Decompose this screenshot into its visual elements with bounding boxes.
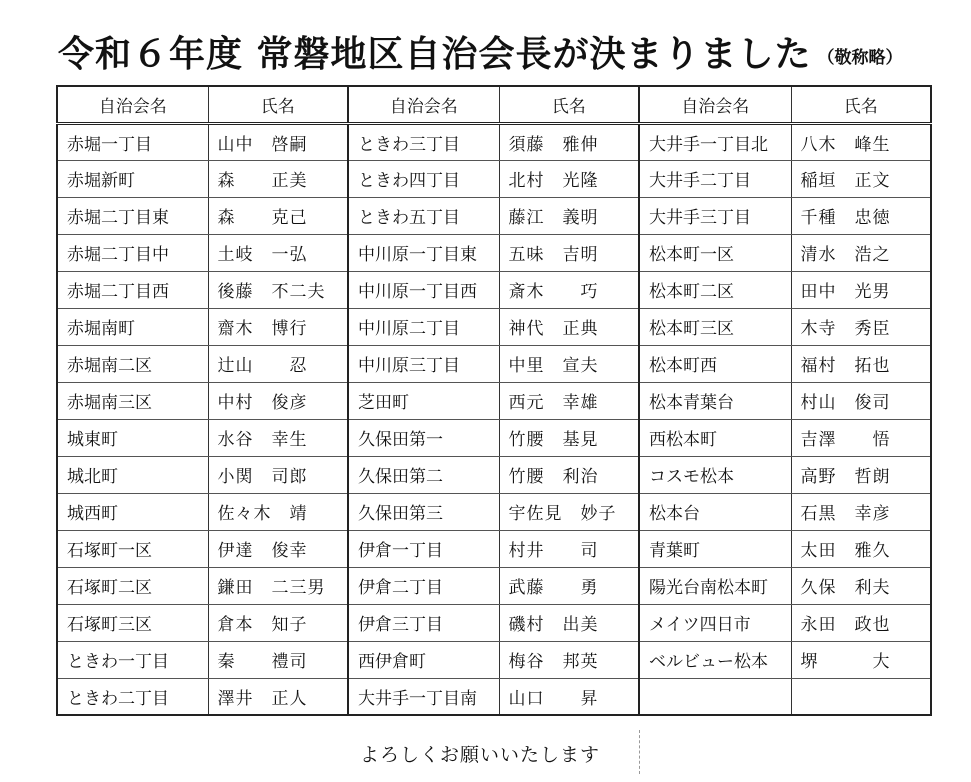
table-row: [57, 493, 348, 530]
president-name-cell: 秦 禮司: [208, 641, 348, 678]
roster-table-1: [56, 85, 349, 716]
president-name-cell: 水谷 幸生: [208, 419, 348, 456]
president-name-cell: 久保 利夫: [791, 567, 931, 604]
assoc-name-cell: コスモ松本: [639, 456, 791, 493]
table-row: [639, 456, 931, 493]
table-row: [639, 493, 931, 530]
table-row: [348, 271, 639, 308]
president-name-cell: 武藤 勇: [499, 567, 639, 604]
table-row: [348, 234, 639, 271]
table-row: [57, 604, 348, 641]
president-name-cell: 藤江 義明: [499, 197, 639, 234]
president-name-cell: 福村 拓也: [791, 345, 931, 382]
assoc-name-cell: 中川原二丁目: [348, 308, 499, 345]
president-name-cell: 齋木 博行: [208, 308, 348, 345]
table-row: [639, 345, 931, 382]
table-row: [57, 160, 348, 197]
assoc-name-cell: ときわ二丁目: [57, 678, 208, 715]
assoc-name-cell: 松本台: [639, 493, 791, 530]
assoc-name-cell: ベルビュー松本: [639, 641, 791, 678]
table-header-row: [348, 86, 639, 123]
president-name-cell: 辻山 忍: [208, 345, 348, 382]
table-row: [57, 197, 348, 234]
table-row: [348, 419, 639, 456]
table-row: [57, 641, 348, 678]
president-name-cell: 村山 俊司: [791, 382, 931, 419]
header-name: 氏名: [791, 86, 931, 123]
president-name-cell: 高野 哲朗: [791, 456, 931, 493]
table-row: [348, 160, 639, 197]
table-row: [348, 345, 639, 382]
assoc-name-cell: 西伊倉町: [348, 641, 499, 678]
assoc-name-cell: 中川原一丁目西: [348, 271, 499, 308]
assoc-name-cell: 城西町: [57, 493, 208, 530]
assoc-name-cell: 大井手一丁目南: [348, 678, 499, 715]
president-name-cell: 八木 峰生: [791, 123, 931, 160]
president-name-cell: 須藤 雅伸: [499, 123, 639, 160]
table-row: [57, 567, 348, 604]
table-row: [57, 382, 348, 419]
assoc-name-cell: 城東町: [57, 419, 208, 456]
president-name-cell: 西元 幸雄: [499, 382, 639, 419]
president-name-cell: 永田 政也: [791, 604, 931, 641]
president-name-cell: 中里 宣夫: [499, 345, 639, 382]
assoc-name-cell: 赤堀二丁目中: [57, 234, 208, 271]
assoc-name-cell: 青葉町: [639, 530, 791, 567]
president-name-cell: 鎌田 二三男: [208, 567, 348, 604]
assoc-name-cell: 松本青葉台: [639, 382, 791, 419]
table-row: [639, 382, 931, 419]
president-name-cell: 清水 浩之: [791, 234, 931, 271]
assoc-name-cell: 石塚町二区: [57, 567, 208, 604]
title-note: （敬称略）: [817, 48, 903, 68]
assoc-name-cell: 久保田第一: [348, 419, 499, 456]
president-name-cell: 竹腰 基見: [499, 419, 639, 456]
table-row: [639, 308, 931, 345]
assoc-name-cell: 西松本町: [639, 419, 791, 456]
assoc-name-cell: 久保田第二: [348, 456, 499, 493]
table-header-row: [639, 86, 931, 123]
assoc-name-cell: 石塚町三区: [57, 604, 208, 641]
roster-table-2: [347, 85, 640, 716]
table-row: [348, 197, 639, 234]
assoc-name-cell: メイツ四日市: [639, 604, 791, 641]
page-title-row: [58, 26, 903, 76]
president-name-cell: [791, 678, 931, 715]
table-header-row: [57, 86, 348, 123]
table-row: [348, 567, 639, 604]
table-row: [57, 678, 348, 715]
table-row: [348, 530, 639, 567]
president-name-cell: 佐々木 靖: [208, 493, 348, 530]
president-name-cell: 千種 忠徳: [791, 197, 931, 234]
assoc-name-cell: 伊倉一丁目: [348, 530, 499, 567]
table-row: [348, 604, 639, 641]
assoc-name-cell: 赤堀南二区: [57, 345, 208, 382]
assoc-name-cell: 中川原三丁目: [348, 345, 499, 382]
table-row: [639, 567, 931, 604]
header-assoc: 自治会名: [57, 86, 208, 123]
table-row: [348, 123, 639, 160]
header-assoc: 自治会名: [348, 86, 499, 123]
assoc-name-cell: 松本町二区: [639, 271, 791, 308]
table-row: [348, 493, 639, 530]
assoc-name-cell: 松本町一区: [639, 234, 791, 271]
table-row: [57, 345, 348, 382]
assoc-name-cell: ときわ五丁目: [348, 197, 499, 234]
table-row: [57, 456, 348, 493]
assoc-name-cell: 赤堀南町: [57, 308, 208, 345]
president-name-cell: 伊達 俊幸: [208, 530, 348, 567]
table-row: [639, 530, 931, 567]
assoc-name-cell: 中川原一丁目東: [348, 234, 499, 271]
assoc-name-cell: ときわ一丁目: [57, 641, 208, 678]
assoc-name-cell: 赤堀二丁目西: [57, 271, 208, 308]
table-group-2: [347, 85, 640, 716]
president-name-cell: 森 克己: [208, 197, 348, 234]
header-assoc: 自治会名: [639, 86, 791, 123]
president-name-cell: 倉本 知子: [208, 604, 348, 641]
president-name-cell: 磯村 出美: [499, 604, 639, 641]
table-row: [639, 197, 931, 234]
assoc-name-cell: 大井手三丁目: [639, 197, 791, 234]
president-name-cell: 土岐 一弘: [208, 234, 348, 271]
assoc-name-cell: 伊倉三丁目: [348, 604, 499, 641]
president-name-cell: 太田 雅久: [791, 530, 931, 567]
table-row: [57, 308, 348, 345]
president-name-cell: 山口 昇: [499, 678, 639, 715]
president-name-cell: 北村 光隆: [499, 160, 639, 197]
president-name-cell: 中村 俊彦: [208, 382, 348, 419]
president-name-cell: 小関 司郎: [208, 456, 348, 493]
assoc-name-cell: 石塚町一区: [57, 530, 208, 567]
table-row: [348, 678, 639, 715]
assoc-name-cell: 大井手二丁目: [639, 160, 791, 197]
assoc-name-cell: 城北町: [57, 456, 208, 493]
president-name-cell: 石黒 幸彦: [791, 493, 931, 530]
assoc-name-cell: 松本町三区: [639, 308, 791, 345]
table-row: [348, 382, 639, 419]
table-group-3: [638, 85, 932, 716]
table-row: [639, 678, 931, 715]
table-row: [57, 234, 348, 271]
table-group-1: [56, 85, 349, 716]
table-row: [57, 123, 348, 160]
table-row: [57, 530, 348, 567]
assoc-name-cell: 赤堀南三区: [57, 382, 208, 419]
assoc-name-cell: [639, 678, 791, 715]
table-row: [639, 234, 931, 271]
assoc-name-cell: 赤堀一丁目: [57, 123, 208, 160]
table-row: [57, 419, 348, 456]
president-name-cell: 斎木 巧: [499, 271, 639, 308]
president-name-cell: 五味 吉明: [499, 234, 639, 271]
table-row: [639, 271, 931, 308]
president-name-cell: 稲垣 正文: [791, 160, 931, 197]
president-name-cell: 澤井 正人: [208, 678, 348, 715]
president-name-cell: 森 正美: [208, 160, 348, 197]
table-row: [57, 271, 348, 308]
president-name-cell: 後藤 不二夫: [208, 271, 348, 308]
president-name-cell: 梅谷 邦英: [499, 641, 639, 678]
president-name-cell: 村井 司: [499, 530, 639, 567]
table-row: [639, 123, 931, 160]
assoc-name-cell: 赤堀二丁目東: [57, 197, 208, 234]
roster-table-3: [638, 85, 932, 716]
assoc-name-cell: ときわ三丁目: [348, 123, 499, 160]
table-row: [348, 456, 639, 493]
assoc-name-cell: 松本町西: [639, 345, 791, 382]
assoc-name-cell: 久保田第三: [348, 493, 499, 530]
assoc-name-cell: ときわ四丁目: [348, 160, 499, 197]
president-name-cell: 堺 大: [791, 641, 931, 678]
table-row: [639, 604, 931, 641]
assoc-name-cell: 陽光台南松本町: [639, 567, 791, 604]
page-title: 令和６年度 常磐地区自治会長が決まりました: [58, 34, 812, 75]
president-name-cell: 山中 啓嗣: [208, 123, 348, 160]
assoc-name-cell: 赤堀新町: [57, 160, 208, 197]
president-name-cell: 竹腰 利治: [499, 456, 639, 493]
footer-message: よろしくお願いいたします: [360, 744, 601, 766]
assoc-name-cell: 芝田町: [348, 382, 499, 419]
divider-line: [639, 730, 641, 774]
table-row: [639, 419, 931, 456]
president-name-cell: 木寺 秀臣: [791, 308, 931, 345]
table-row: [348, 308, 639, 345]
assoc-name-cell: 大井手一丁目北: [639, 123, 791, 160]
table-row: [639, 160, 931, 197]
president-name-cell: 吉澤 悟: [791, 419, 931, 456]
president-name-cell: 田中 光男: [791, 271, 931, 308]
president-name-cell: 神代 正典: [499, 308, 639, 345]
president-name-cell: 宇佐見 妙子: [499, 493, 639, 530]
header-name: 氏名: [499, 86, 639, 123]
table-row: [639, 641, 931, 678]
assoc-name-cell: 伊倉二丁目: [348, 567, 499, 604]
table-row: [348, 641, 639, 678]
header-name: 氏名: [208, 86, 348, 123]
